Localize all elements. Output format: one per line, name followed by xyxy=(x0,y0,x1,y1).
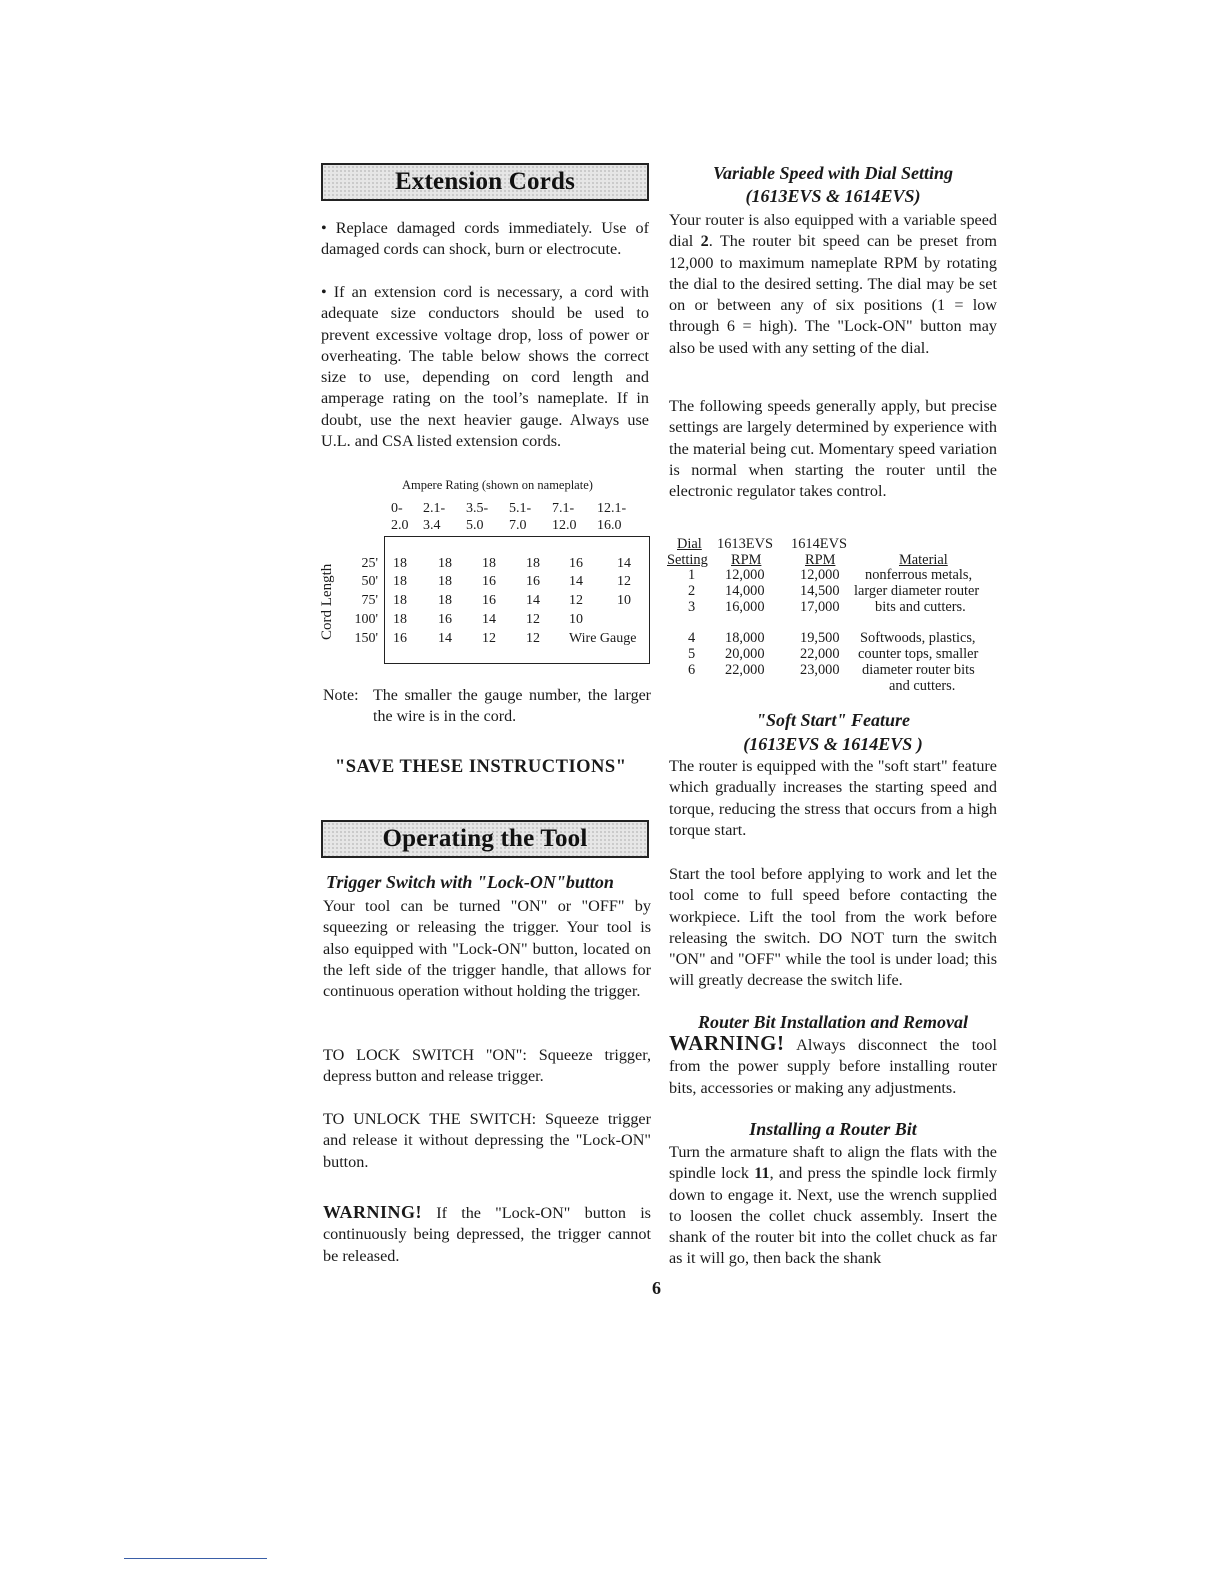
amp-header-bottom-cell: 2.0 xyxy=(391,518,409,533)
wire-gauge-cell: 12 xyxy=(617,574,631,589)
lock-on-warning-paragraph xyxy=(323,1202,651,1267)
amp-header-top-cell: 5.1- xyxy=(509,501,532,516)
inst-p-b: , and press the spindle lock firmly down to engage it. Next, use the wrench supplied to loosen the collet chuck assembly. Insert the shank of the router bit into the collet chuck as far as it will go, then back the shank xyxy=(669,1164,997,1268)
vs-p1-b: . The router bit speed can be preset from 12,000 to maximum nameplate RPM by rotating the dial to the desired setting. The dial may be set on or between any of six positions (1 = low through 6 = high). The "Lock-ON" button may also be used with any setting of the dial. xyxy=(669,232,997,357)
rpm-1614: 12,000 xyxy=(800,567,840,583)
wire-gauge-cell: 14 xyxy=(438,631,452,646)
amp-header-top-cell: 0- xyxy=(391,501,403,516)
page-number: 6 xyxy=(652,1278,661,1298)
amp-header-top-cell: 7.1- xyxy=(552,501,575,516)
variable-speed-paragraph-2: The following speeds generally apply, but precise settings are largely determined by experience with the material being cut. Momentary speed variation is normal when starting the router until the electronic regulator takes control. xyxy=(669,397,997,501)
wire-gauge-cell: 18 xyxy=(438,574,452,589)
amp-header-bottom-cell: 16.0 xyxy=(597,518,622,533)
trigger-switch-paragraph: Your tool can be turned "ON" or "OFF" by squeezing or releasing the trigger. Your tool is also equipped with "Lock-ON" button, located on the left side of the trigger handle, that allows for continuous operation without holding the trigger. xyxy=(323,897,651,1001)
amp-header-top-cell: 12.1- xyxy=(597,501,627,516)
rpm-h-model2: 1614EVS xyxy=(791,536,847,552)
variable-speed-title-line1: Variable Speed with Dial Setting xyxy=(712,163,954,183)
wire-gauge-cell: Wire Gauge xyxy=(569,631,637,646)
rpm-setting: 5 xyxy=(688,646,696,662)
rpm-material: counter tops, smaller xyxy=(858,646,979,662)
vs-p1-a: Your router is also equipped with a variable speed dial xyxy=(669,211,997,251)
rpm-material: Softwoods, plastics, xyxy=(860,630,976,646)
operating-tool-heading-text: Operating the Tool xyxy=(382,825,588,852)
rpm-1613: 12,000 xyxy=(725,567,765,583)
wire-gauge-cell: 18 xyxy=(526,556,540,571)
rpm-h-setting: Setting xyxy=(667,552,708,568)
rpm-1613: 14,000 xyxy=(725,583,765,599)
wire-gauge-cell: 12 xyxy=(526,631,540,646)
lock-on-warning-word: WARNING! xyxy=(323,1202,423,1222)
cord-length-value: 150' xyxy=(354,631,378,646)
wire-gauge-cell: 18 xyxy=(393,574,407,589)
wire-gauge-cell: 14 xyxy=(569,574,583,589)
wire-gauge-cell: 16 xyxy=(438,612,452,627)
wire-gauge-cell: 18 xyxy=(438,593,452,608)
extension-cords-paragraph-2: • If an extension cord is necessary, a cord with adequate size conductors should be used to prevent excessive voltage drop, loss of power or overheating. The table below shows the correct size to use, depending on cord length and amperage rating on the tool’s nameplate. If in doubt, use the next heavier gauge. Always use U.L. and CSA listed extension cords. xyxy=(321,283,649,451)
inst-p-a: Turn the armature shaft to align the flats with the spindle lock xyxy=(669,1143,997,1183)
save-instructions: "SAVE THESE INSTRUCTIONS" xyxy=(335,757,627,777)
rpm-material-last: and cutters. xyxy=(889,678,956,694)
amp-header-top-cell: 2.1- xyxy=(423,501,446,516)
amp-table-title: Ampere Rating (shown on nameplate) xyxy=(402,478,593,492)
rpm-1614: 14,500 xyxy=(800,583,840,599)
wire-gauge-cell: 12 xyxy=(526,612,540,627)
installing-bit-title: Installing a Router Bit xyxy=(749,1119,917,1139)
wire-gauge-cell: 16 xyxy=(569,556,583,571)
cord-length-label: Cord Length xyxy=(319,563,335,640)
rpm-1614: 17,000 xyxy=(800,599,840,615)
amp-header-top-cell: 3.5- xyxy=(466,501,489,516)
rpm-1613: 18,000 xyxy=(725,630,765,646)
rpm-1614: 19,500 xyxy=(800,630,840,646)
cord-length-value: 100' xyxy=(354,612,378,627)
wire-gauge-cell: 12 xyxy=(569,593,583,608)
rpm-h-model1: 1613EVS xyxy=(717,536,773,552)
note-text: The smaller the gauge number, the larger the wire is in the cord. xyxy=(373,687,651,726)
wire-gauge-cell: 18 xyxy=(393,556,407,571)
rpm-setting: 6 xyxy=(688,662,696,678)
amp-header-bottom-cell: 12.0 xyxy=(552,518,577,533)
cord-length-value: 50' xyxy=(361,574,378,589)
installing-bit-paragraph xyxy=(669,1142,997,1270)
wire-gauge-cell: 12 xyxy=(482,631,496,646)
rpm-h-rpm1: RPM xyxy=(731,552,762,568)
rpm-setting: 4 xyxy=(688,630,696,646)
spindle-lock-ref: 11 xyxy=(754,1164,770,1183)
soft-start-title-line2: (1613EVS & 1614EVS ) xyxy=(743,734,923,754)
wire-gauge-cell: 16 xyxy=(393,631,407,646)
wire-gauge-cell: 18 xyxy=(393,612,407,627)
wire-gauge-cell: 18 xyxy=(393,593,407,608)
rpm-1613: 22,000 xyxy=(725,662,765,678)
rpm-setting: 3 xyxy=(688,599,696,615)
wire-gauge-cell: 16 xyxy=(482,574,496,589)
wire-gauge-cell: 18 xyxy=(438,556,452,571)
rpm-material: diameter router bits xyxy=(862,662,975,678)
rpm-1613: 16,000 xyxy=(725,599,765,615)
wire-gauge-cell: 16 xyxy=(526,574,540,589)
note-label: Note: xyxy=(323,687,359,704)
rpm-material: bits and cutters. xyxy=(875,599,966,615)
router-bit-warning xyxy=(669,1033,997,1099)
soft-start-paragraph-2: Start the tool before applying to work and let the tool come to full speed before contacting the workpiece. Lift the tool from the work before releasing the switch. DO NOT turn the switch "ON" and "OFF" while the tool is under load; this will greatly decrease the switch life. xyxy=(669,865,997,990)
rpm-material: nonferrous metals, xyxy=(865,567,973,583)
wire-gauge-cell: 16 xyxy=(482,593,496,608)
operating-tool-heading xyxy=(321,820,649,858)
rpm-setting: 1 xyxy=(688,567,696,583)
rpm-1614: 22,000 xyxy=(800,646,840,662)
rpm-setting: 2 xyxy=(688,583,696,599)
variable-speed-paragraph-1 xyxy=(669,210,997,359)
amp-header-bottom-cell: 3.4 xyxy=(423,518,441,533)
rpm-h-rpm2: RPM xyxy=(805,552,836,568)
footer-rule xyxy=(124,1558,267,1559)
rpm-1614: 23,000 xyxy=(800,662,840,678)
wire-gauge-cell: 18 xyxy=(482,556,496,571)
cord-length-value: 25' xyxy=(361,556,378,571)
lock-on-warning-text: If the "Lock-ON" button is continuously being depressed, the trigger cannot be released. xyxy=(323,1204,651,1265)
extension-cords-paragraph-1: • Replace damaged cords immediately. Use of damaged cords can shock, burn or electrocute. xyxy=(321,219,649,259)
extension-cords-heading-text: Extension Cords xyxy=(394,168,576,195)
router-bit-title: Router Bit Installation and Removal xyxy=(697,1012,969,1032)
variable-speed-title-line2: (1613EVS & 1614EVS) xyxy=(745,186,921,206)
wire-gauge-cell: 14 xyxy=(482,612,496,627)
lock-switch-paragraph: TO LOCK SWITCH "ON": Squeeze trigger, depress button and release trigger. xyxy=(323,1046,651,1086)
soft-start-title-line1: "Soft Start" Feature xyxy=(755,710,910,730)
soft-start-paragraph-1: The router is equipped with the "soft start" feature which gradually increases the starting speed and torque, reducing the stress that occurs from a high torque start. xyxy=(669,757,997,839)
router-bit-warning-text: Always disconnect the tool from the power supply before installing router bits, accessories or making any adjustments. xyxy=(669,1036,997,1097)
rpm-material: larger diameter router xyxy=(854,583,980,599)
rpm-h-material: Material xyxy=(899,552,948,568)
unlock-switch-paragraph: TO UNLOCK THE SWITCH: Squeeze trigger and release it without depressing the "Lock-ON" button. xyxy=(323,1110,651,1171)
router-bit-warning-word: WARNING! xyxy=(669,1031,785,1055)
speed-dial-ref: 2 xyxy=(700,232,709,251)
wire-gauge-cell: 10 xyxy=(569,612,583,627)
cord-length-value: 75' xyxy=(361,593,378,608)
wire-gauge-cell: 14 xyxy=(526,593,540,608)
amp-header-bottom-cell: 7.0 xyxy=(509,518,527,533)
amp-header-bottom-cell: 5.0 xyxy=(466,518,484,533)
rpm-1613: 20,000 xyxy=(725,646,765,662)
wire-gauge-cell: 14 xyxy=(617,556,631,571)
wire-gauge-cell: 10 xyxy=(617,593,631,608)
rpm-h-dial: Dial xyxy=(677,536,702,552)
trigger-switch-title: Trigger Switch with "Lock-ON"button xyxy=(326,872,614,892)
extension-cords-heading xyxy=(321,163,649,201)
